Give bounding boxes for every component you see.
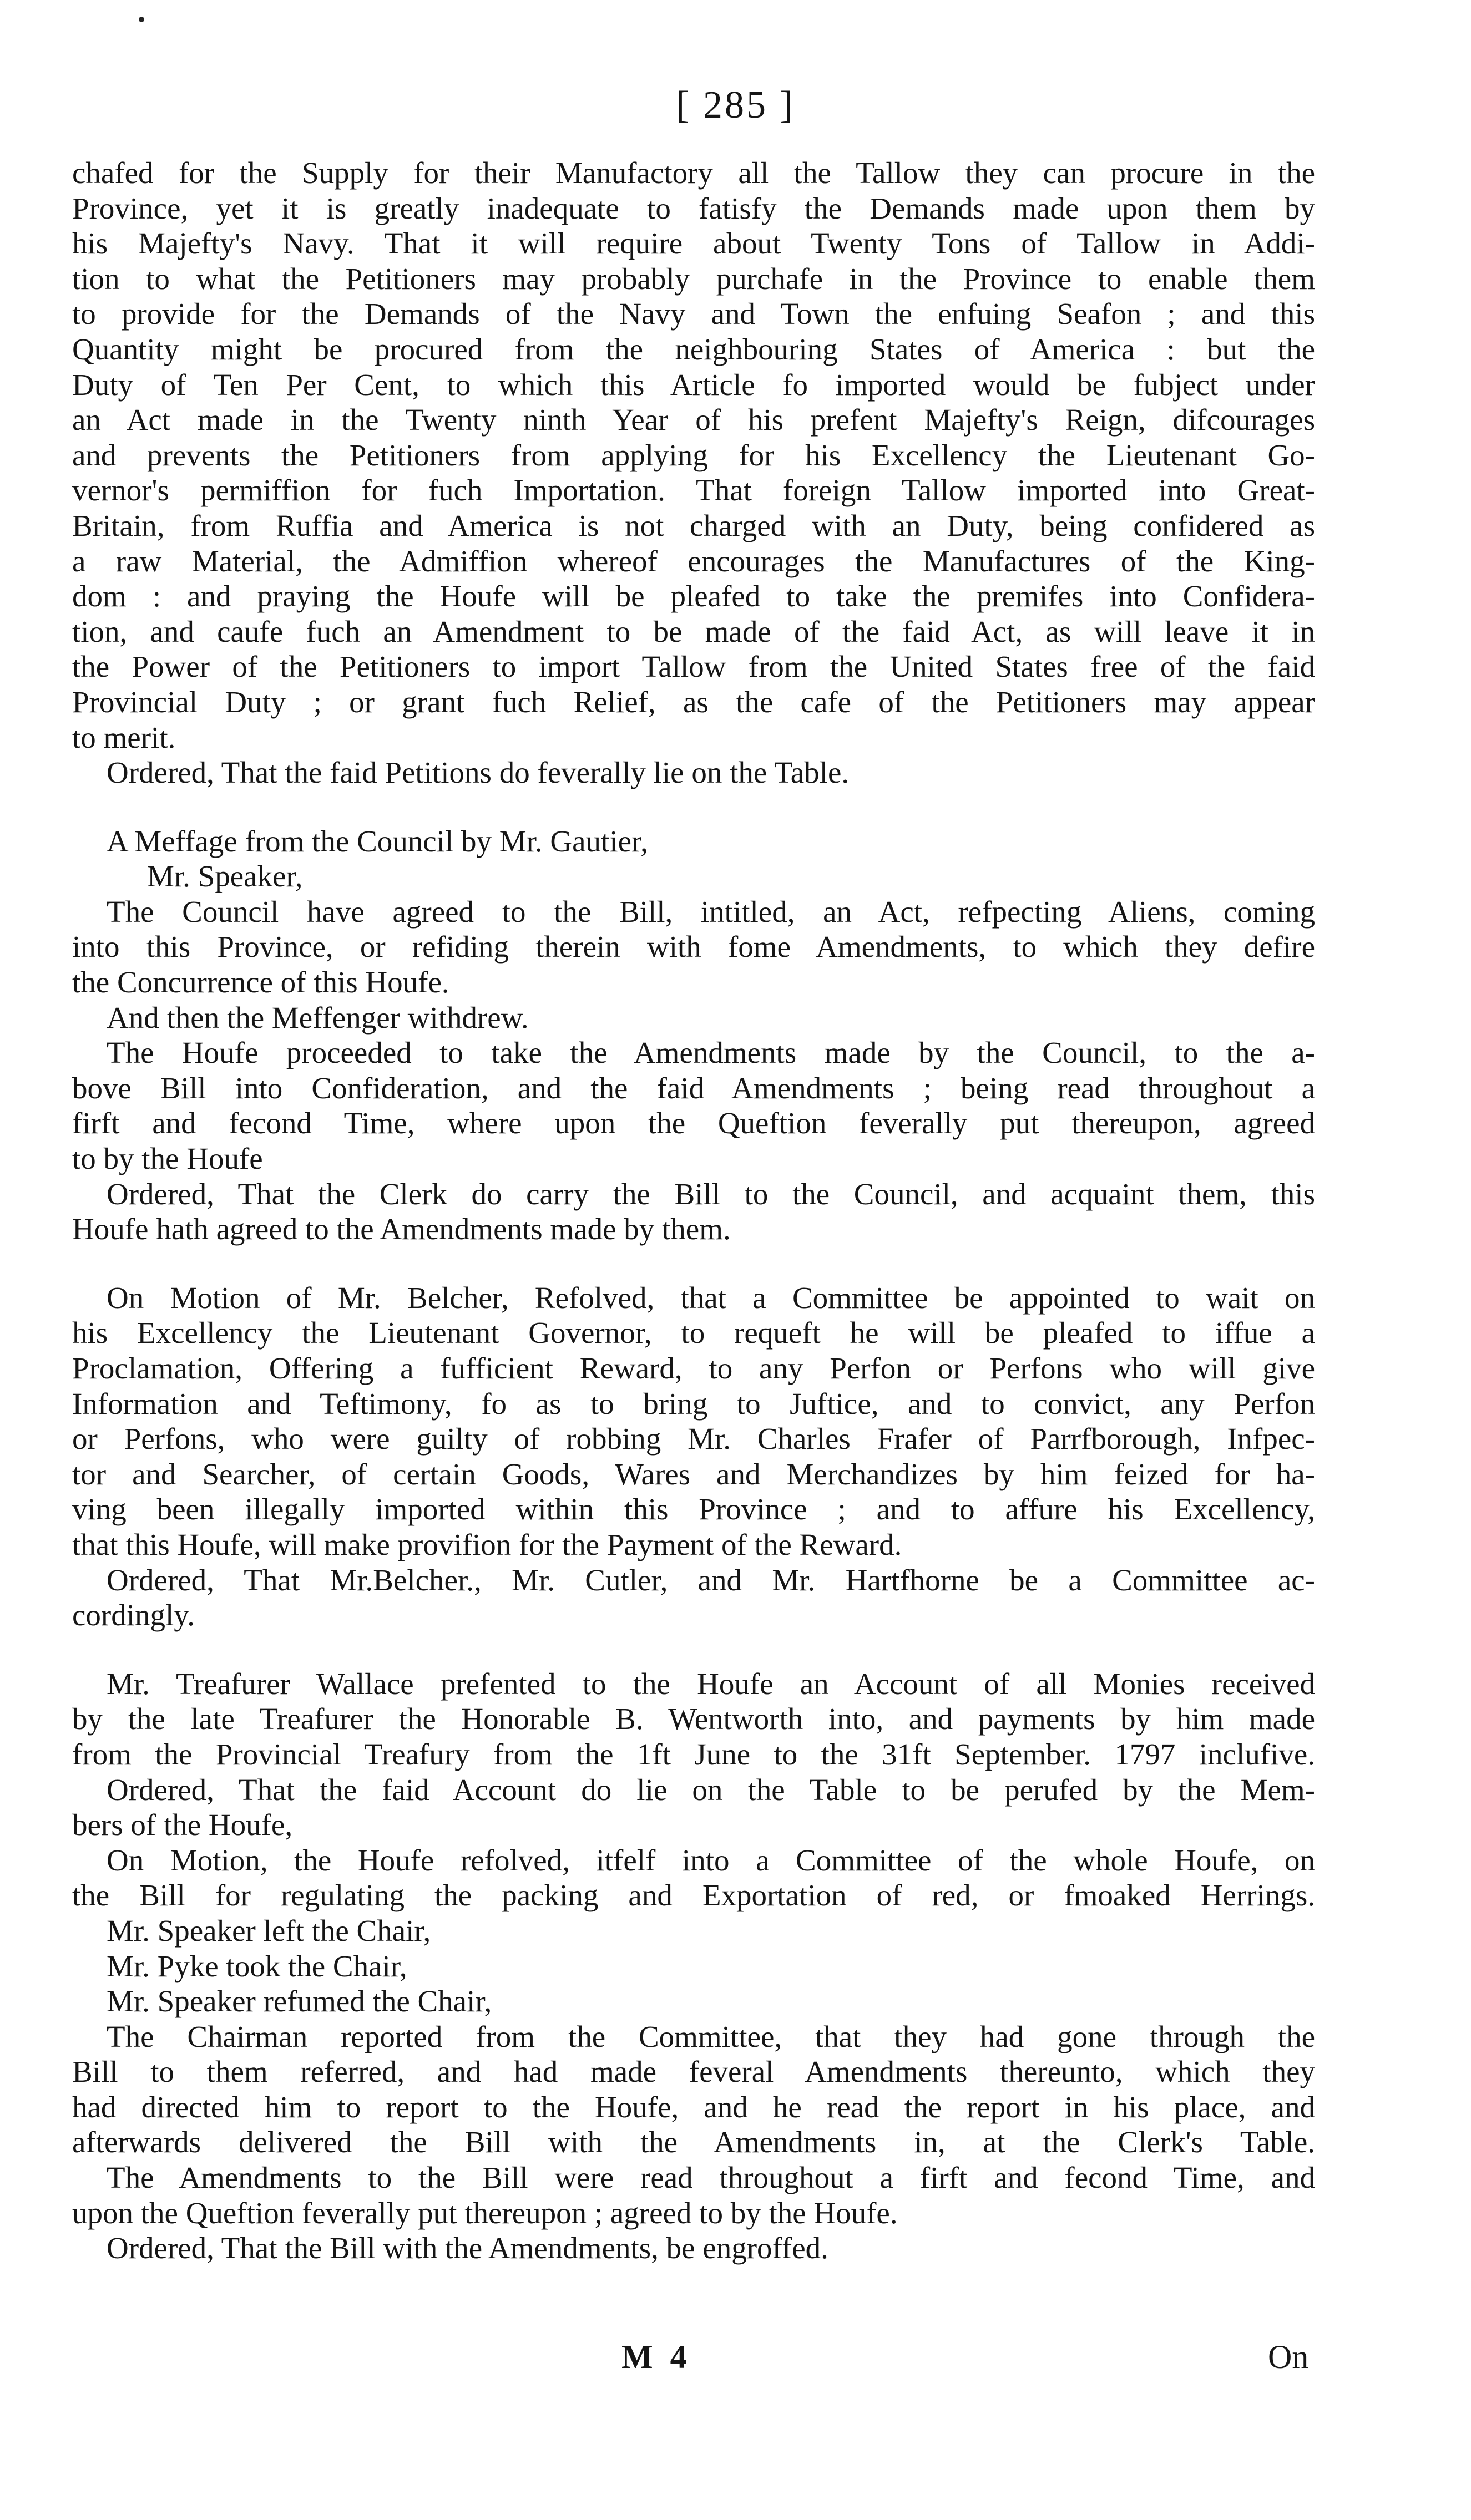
text-line: tion to what the Petitioners may probably purchafe in the Province to enable them <box>72 261 1315 296</box>
paragraph-gap <box>72 1247 1315 1280</box>
text-line: a raw Material, the Admiffion whereof encourages the Manufactures of the King- <box>72 544 1315 578</box>
text-line: tor and Searcher, of certain Goods, Wares and Merchandizes by him feized for ha- <box>72 1457 1315 1491</box>
text-line: an Act made in the Twenty ninth Year of his prefent Majefty's Reign, difcourages <box>72 403 1315 437</box>
text-line: to provide for the Demands of the Navy and Town the enfuing Seafon ; and this <box>72 297 1315 331</box>
text-line: his Excellency the Lieutenant Governor, to requeft he will be pleafed to iffue a <box>72 1316 1315 1350</box>
text-line: Ordered, That the Bill with the Amendments, be engroffed. <box>107 2231 828 2265</box>
text-line: chafed for the Supply for their Manufactory all the Tallow they can procure in the <box>72 156 1315 190</box>
body-text <box>72 155 1315 2266</box>
treasurer-paragraph <box>72 1666 1315 2266</box>
text-line: Mr. Pyke took the Chair, <box>107 1949 407 1983</box>
text-line: A Meffage from the Council by Mr. Gautier, <box>107 824 648 858</box>
text-line: Bill to them referred, and had made feveral Amendments thereunto, which they <box>72 2055 1315 2089</box>
ink-speck <box>139 17 144 22</box>
text-line: into this Province, or refiding therein with fome Amendments, to which they defire <box>72 930 1315 964</box>
text-line: upon the Queftion feverally put thereupon ; agreed to by the Houfe. <box>72 2196 898 2230</box>
paragraph-gap <box>72 1633 1315 1666</box>
text-line: On Motion of Mr. Belcher, Refolved, that a Committee be appointed to wait on <box>107 1280 1315 1315</box>
text-line: to by the Houfe <box>72 1142 263 1176</box>
text-line: to merit. <box>72 720 176 754</box>
text-line: or Perfons, who were guilty of robbing Mr. Charles Frafer of Parrfborough, Infpec- <box>72 1422 1315 1456</box>
text-line: by the late Treafurer the Honorable B. Wentworth into, and payments by him made <box>72 1702 1315 1736</box>
order-paragraph <box>72 755 1315 790</box>
text-line: The Amendments to the Bill were read throughout a firft and fecond Time, and <box>107 2161 1315 2195</box>
text-line: from the Provincial Treafury from the 1ft June to the 31ft September. 1797 inclufive. <box>72 1737 1315 1771</box>
text-line: that this Houfe, will make provifion for the Payment of the Reward. <box>72 1527 902 1561</box>
text-line: the Power of the Petitioners to import Tallow from the United States free of the faid <box>72 650 1315 684</box>
paragraph-gap <box>72 790 1315 824</box>
text-line: bove Bill into Confideration, and the faid Amendments ; being read throughout a <box>72 1071 1315 1105</box>
text-line: Province, yet it is greatly inadequate to fatisfy the Demands made upon them by <box>72 191 1315 225</box>
text-line: Mr. Treafurer Wallace prefented to the Houfe an Account of all Monies received <box>107 1666 1315 1701</box>
text-line: cordingly. <box>72 1598 195 1632</box>
catchword: On <box>1268 2339 1309 2375</box>
text-line: Duty of Ten Per Cent, to which this Article fo imported would be fubject under <box>72 367 1315 402</box>
signature-mark: M 4 <box>621 2339 691 2375</box>
text-line: Britain, from Ruffia and America is not charged with an Duty, being confidered as <box>72 508 1315 542</box>
text-line: afterwards delivered the Bill with the Amendments in, at the Clerk's Table. <box>72 2125 1315 2159</box>
text-line: Mr. Speaker, <box>147 859 303 894</box>
text-line: the Bill for regulating the packing and Exportation of red, or fmoaked Herrings. <box>72 1878 1315 1913</box>
belcher-motion-paragraph <box>72 1280 1315 1633</box>
council-message-paragraph <box>72 824 1315 1247</box>
text-line: Houfe hath agreed to the Amendments made by them. <box>72 1212 731 1246</box>
text-line: The Chairman reported from the Committee, that they had gone through the <box>107 2019 1315 2053</box>
text-line: And then the Meffenger withdrew. <box>107 1000 529 1035</box>
text-line: The Houfe proceeded to take the Amendments made by the Council, to the a- <box>107 1036 1315 1070</box>
text-line: Ordered, That the faid Account do lie on the Table to be perufed by the Mem- <box>107 1772 1315 1807</box>
text-line: Ordered, That Mr.Belcher., Mr. Cutler, and Mr. Hartfhorne be a Committee ac- <box>107 1563 1315 1597</box>
text-line: The Council have agreed to the Bill, intitled, an Act, refpecting Aliens, coming <box>107 894 1315 929</box>
text-line: On Motion, the Houfe refolved, itfelf into a Committee of the whole Houfe, on <box>107 1843 1315 1877</box>
text-line: Mr. Speaker refumed the Chair, <box>107 1984 492 2019</box>
text-line: his Majefty's Navy. That it will require about Twenty Tons of Tallow in Addi- <box>72 226 1315 261</box>
text-line: and prevents the Petitioners from applying for his Excellency the Lieutenant Go- <box>72 438 1315 472</box>
text-line: ving been illegally imported within this Province ; and to affure his Excellency, <box>72 1492 1315 1527</box>
text-line: bers of the Houfe, <box>72 1808 293 1842</box>
text-line: Mr. Speaker left the Chair, <box>107 1913 431 1948</box>
page-number: [ 285 ] <box>676 84 795 126</box>
text-line: firft and fecond Time, where upon the Queftion feverally put thereupon, agreed <box>72 1106 1315 1140</box>
text-line: the Concurrence of this Houfe. <box>72 965 449 1000</box>
text-line: vernor's permiffion for fuch Importation. That foreign Tallow imported into Great- <box>72 473 1315 508</box>
text-line: Ordered, That the faid Petitions do feverally lie on the Table. <box>107 756 850 790</box>
text-line: tion, and caufe fuch an Amendment to be made of the faid Act, as will leave it in <box>72 614 1315 648</box>
text-line: Provincial Duty ; or grant fuch Relief, as the cafe of the Petitioners may appear <box>72 684 1315 719</box>
text-line: Quantity might be procured from the neighbouring States of America : but the <box>72 332 1315 366</box>
text-line: Ordered, That the Clerk do carry the Bill to the Council, and acquaint them, this <box>107 1177 1315 1211</box>
text-line: had directed him to report to the Houfe, and he read the report in his place, and <box>72 2090 1315 2124</box>
text-line: dom : and praying the Houfe will be pleafed to take the premifes into Confidera- <box>72 579 1315 613</box>
petition-paragraph <box>72 155 1315 755</box>
text-line: Information and Teftimony, fo as to bring to Juftice, and to convict, any Perfon <box>72 1386 1315 1421</box>
text-line: Proclamation, Offering a fufficient Reward, to any Perfon or Perfons who will give <box>72 1351 1315 1385</box>
